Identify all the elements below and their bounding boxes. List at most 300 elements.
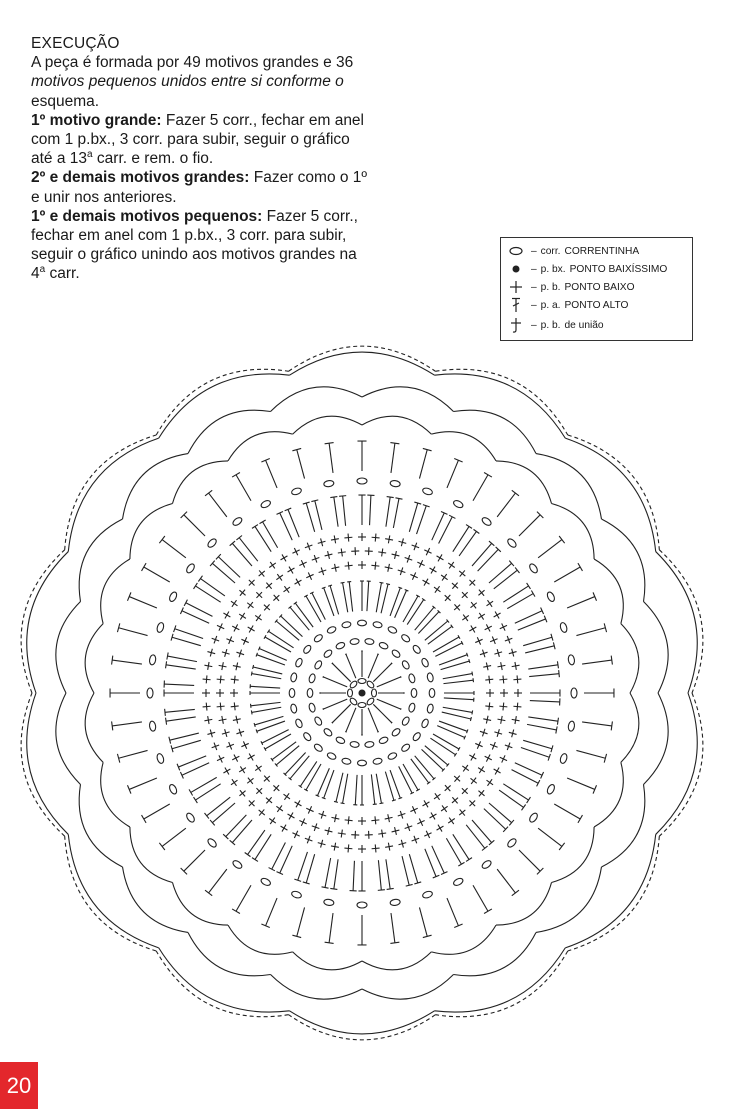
chain-stitch	[408, 673, 416, 683]
double-crochet-stitch	[381, 584, 388, 613]
single-crochet-bar	[288, 568, 295, 572]
double-crochet-top	[322, 798, 326, 799]
double-crochet-top	[472, 672, 473, 676]
double-crochet-top	[159, 536, 165, 543]
double-crochet-stitch	[395, 590, 407, 618]
double-crochet-stitch	[478, 549, 499, 571]
chain-stitch	[307, 689, 313, 698]
double-crochet-stitch	[343, 774, 348, 804]
double-crochet-top	[559, 536, 565, 543]
double-crochet-stitch	[367, 581, 369, 611]
chain-stitch	[481, 859, 493, 870]
chain-stitch	[335, 736, 346, 745]
chain-stitch	[206, 537, 217, 548]
single-crochet-bar	[434, 794, 440, 799]
step-1-line: 1º motivo grande: Fazer 5 corr., fechar em anel	[31, 111, 364, 129]
chain-arch	[172, 461, 228, 504]
chain-arch	[656, 693, 698, 834]
double-crochet-top	[189, 789, 193, 795]
chart-stitches	[21, 346, 703, 1040]
double-crochet-stitch	[554, 804, 580, 819]
double-crochet-stitch	[368, 654, 378, 678]
double-crochet-stitch	[409, 503, 417, 532]
single-crochet-bar	[288, 814, 295, 818]
double-crochet-stitch	[252, 674, 282, 679]
double-crochet-stitch	[236, 475, 251, 501]
chain-stitch	[365, 741, 375, 748]
double-crochet-stitch	[209, 493, 227, 517]
double-crochet-stitch	[212, 563, 235, 583]
double-crochet-stitch	[567, 597, 595, 608]
double-crochet-top	[256, 729, 257, 733]
double-crochet-stitch	[515, 611, 542, 623]
single-crochet-bar	[269, 818, 276, 823]
double-crochet-stitch	[393, 498, 399, 527]
double-crochet-top	[390, 443, 399, 444]
single-crochet-bar	[479, 613, 483, 620]
double-crochet-stitch	[200, 579, 224, 596]
chain-stitch	[358, 760, 367, 766]
step-label: 2º e demais motivos grandes:	[31, 169, 250, 187]
double-crochet-stitch	[529, 674, 559, 677]
double-crochet-top	[527, 583, 531, 589]
double-crochet-top	[251, 672, 252, 676]
section-heading: EXECUÇÃO	[31, 35, 120, 52]
double-crochet-stitch	[399, 766, 412, 793]
single-crochet-bar	[269, 563, 276, 568]
intro-line: motivos pequenos unidos entre si conforme o	[31, 73, 344, 91]
chain-stitch	[260, 877, 272, 887]
single-crochet-bar	[463, 615, 468, 621]
chain-stitch	[421, 657, 430, 668]
single-crochet-bar	[385, 846, 393, 847]
double-crochet-top	[512, 490, 519, 496]
double-crochet-top	[484, 909, 492, 914]
double-crochet-top	[204, 813, 208, 819]
chain-arch	[496, 461, 552, 504]
double-crochet-stitch	[386, 859, 390, 889]
single-crochet-bar	[487, 600, 492, 607]
intro-line: A peça é formada por 49 motivos grandes e 36	[31, 54, 354, 72]
double-crochet-top	[466, 858, 472, 862]
chain-arch	[56, 693, 81, 784]
chain-stitch	[291, 487, 302, 496]
single-crochet-bar	[276, 575, 283, 580]
double-crochet-stitch	[538, 540, 562, 558]
double-crochet-top	[401, 676, 402, 677]
chain-stitch	[323, 727, 333, 737]
double-crochet-top	[341, 582, 345, 583]
single-crochet-bar	[463, 765, 468, 771]
double-crochet-stitch	[409, 854, 417, 883]
chain-arch	[130, 503, 173, 559]
double-crochet-stitch	[175, 629, 203, 639]
double-crochet-top	[387, 888, 394, 889]
double-crochet-stitch	[207, 797, 231, 816]
chain-arch	[362, 387, 453, 412]
single-crochet-bar	[281, 826, 288, 830]
double-crochet-stitch	[166, 665, 196, 669]
chain-stitch	[546, 783, 556, 795]
double-crochet-stitch	[164, 684, 194, 685]
double-crochet-top	[142, 815, 147, 823]
double-crochet-top	[379, 803, 383, 804]
double-crochet-top	[464, 736, 466, 740]
chain-stitch	[506, 837, 517, 848]
single-crochet-bar	[234, 702, 235, 710]
double-crochet-stitch	[263, 522, 278, 548]
double-crochet-stitch	[297, 450, 305, 479]
double-crochet-stitch	[178, 756, 206, 767]
double-crochet-stitch	[386, 497, 390, 527]
single-crochet-bar	[434, 587, 440, 592]
crochet-doily-chart	[0, 335, 736, 1075]
double-crochet-top	[386, 584, 390, 585]
chain-stitch	[408, 703, 416, 713]
chain-stitch	[559, 622, 568, 633]
chain-stitch	[323, 480, 334, 487]
double-crochet-stitch	[442, 712, 471, 719]
double-crochet-top	[194, 797, 198, 803]
double-crochet-stitch	[325, 858, 331, 887]
single-crochet-bar	[471, 602, 476, 608]
chain-stitch	[350, 638, 360, 645]
chain-arch	[601, 519, 644, 602]
chain-arch	[552, 827, 595, 883]
single-crochet-bar	[503, 676, 504, 684]
single-crochet-bar	[208, 716, 209, 724]
chain-stitch	[232, 516, 244, 527]
chain-arch	[656, 552, 698, 693]
single-crochet-bar	[345, 565, 353, 566]
chain-oval-icon	[507, 243, 525, 259]
double-crochet-stitch	[332, 663, 350, 681]
double-crochet-stitch	[419, 907, 427, 936]
chain-stitch	[313, 633, 324, 643]
chain-arch	[601, 784, 644, 867]
chain-arch	[453, 410, 536, 453]
chain-stitch	[294, 657, 303, 668]
chain-stitch	[149, 721, 156, 732]
double-crochet-stitch	[144, 804, 170, 819]
step-label: 1º motivo grande:	[31, 111, 162, 129]
double-crochet-top	[339, 496, 346, 497]
chain-stitch	[412, 731, 422, 742]
double-crochet-top	[377, 732, 378, 733]
double-crochet-stitch	[332, 704, 350, 722]
chain-arch	[27, 552, 69, 693]
single-crochet-bar	[430, 568, 437, 572]
outer-scallop	[435, 369, 567, 435]
chain-stitch	[323, 899, 334, 906]
single-crochet-bar	[331, 846, 339, 847]
single-crochet-bar	[345, 820, 353, 821]
single-crochet-bar	[515, 716, 516, 724]
single-crochet-bar	[479, 766, 483, 773]
double-crochet-stitch	[472, 543, 492, 566]
double-crochet-top	[398, 798, 402, 799]
double-crochet-stitch	[170, 733, 199, 740]
double-crochet-stitch	[195, 784, 220, 800]
double-crochet-stitch	[346, 708, 356, 732]
double-crochet-stitch	[218, 557, 240, 578]
chain-arch	[101, 559, 130, 624]
double-crochet-top	[377, 654, 378, 655]
double-crochet-stitch	[582, 660, 612, 664]
intro-line: esquema.	[31, 92, 100, 110]
double-crochet-stitch	[435, 643, 462, 656]
double-crochet-stitch	[167, 656, 196, 662]
double-crochet-stitch	[447, 898, 458, 926]
double-crochet-top	[254, 723, 255, 727]
double-crochet-stitch	[484, 809, 506, 830]
double-crochet-stitch	[144, 567, 170, 582]
double-crochet-stitch	[576, 750, 605, 758]
single-crochet-bar	[225, 612, 229, 619]
double-crochet-top	[512, 890, 519, 896]
double-crochet-stitch	[265, 637, 291, 652]
double-crochet-stitch	[166, 717, 196, 721]
double-crochet-top	[578, 563, 583, 571]
double-crochet-top	[467, 653, 468, 657]
single-crochet-bar	[441, 806, 448, 811]
double-crochet-stitch	[528, 717, 558, 721]
double-crochet-stitch	[251, 702, 281, 705]
single-crochet-bar	[372, 848, 380, 849]
double-crochet-stitch	[269, 631, 294, 648]
single-crochet-bar	[232, 600, 237, 607]
legend-item-single-crochet: – p. b. PONTO BAIXO	[507, 279, 635, 295]
single-crochet-bar	[208, 662, 209, 670]
double-crochet-stitch	[317, 768, 329, 796]
double-crochet-top	[112, 656, 113, 665]
double-crochet-stitch	[346, 654, 356, 678]
single-crochet-bar	[448, 818, 455, 823]
double-crochet-stitch	[582, 722, 612, 726]
double-crochet-stitch	[447, 460, 458, 488]
double-crochet-stitch	[377, 699, 401, 709]
single-crochet-bar	[503, 703, 504, 711]
chain-stitch	[313, 716, 323, 727]
double-crochet-top	[245, 852, 251, 856]
legend-item-joining: – p. b. de união	[507, 317, 604, 333]
double-crochet-stitch	[518, 619, 546, 630]
chain-stitch	[260, 499, 272, 509]
chain-arch	[435, 948, 566, 1012]
single-crochet-bar	[276, 806, 283, 811]
double-crochet-stitch	[315, 501, 322, 530]
double-crochet-top	[515, 567, 519, 573]
double-crochet-stitch	[378, 860, 381, 890]
chain-stitch	[206, 837, 217, 848]
single-crochet-bar	[284, 794, 290, 799]
double-crochet-stitch	[257, 655, 285, 665]
single-crochet-bar	[281, 556, 288, 560]
double-crochet-stitch	[323, 677, 347, 687]
single-crochet-bar	[501, 716, 503, 724]
chain-arch	[644, 602, 669, 693]
double-crochet-stitch	[232, 543, 252, 566]
single-crochet-bar	[471, 754, 475, 761]
legend-item-double-crochet: – p. a. PONTO ALTO	[507, 297, 628, 313]
chain-stitch	[412, 644, 422, 655]
double-crochet-top	[557, 661, 558, 668]
chain-arch	[123, 454, 188, 519]
double-crochet-top	[559, 843, 565, 850]
chain-stitch	[358, 620, 367, 626]
single-crochet-bar	[344, 537, 352, 538]
double-crochet-stitch	[334, 497, 338, 527]
outer-scallop	[568, 435, 660, 550]
chain-arch	[101, 762, 130, 827]
chain-stitch	[323, 649, 333, 659]
chain-arch	[159, 374, 290, 438]
double-crochet-stitch	[528, 665, 558, 669]
double-crochet-top	[194, 583, 198, 589]
chain-stitch	[452, 877, 464, 887]
double-crochet-stitch	[255, 834, 271, 859]
step-1-line: com 1 p.bx., 3 corr. para subir, seguir o gráfico	[31, 131, 350, 149]
chain-stitch	[348, 689, 353, 697]
single-crochet-bar	[471, 626, 475, 633]
double-crochet-top	[325, 443, 334, 444]
chain-stitch	[168, 783, 178, 795]
single-crochet-bar	[240, 766, 244, 773]
single-crochet-bar	[234, 676, 235, 684]
chain-stitch	[506, 537, 517, 548]
chain-stitch	[357, 902, 367, 908]
double-crochet-stitch	[523, 740, 552, 748]
double-crochet-stitch	[453, 526, 469, 551]
page-number-badge: 20	[0, 1062, 38, 1109]
double-crochet-stitch	[503, 784, 528, 800]
single-crochet-bar	[448, 563, 455, 568]
single-crochet-bar	[371, 820, 379, 821]
double-crochet-stitch	[370, 495, 371, 525]
slip-stitch-dot-icon	[507, 261, 525, 277]
chain-arch	[27, 693, 69, 834]
double-crochet-top	[387, 497, 394, 498]
single-crochet-bar	[486, 624, 490, 631]
chain-stitch	[390, 899, 401, 906]
chain-arch	[362, 416, 431, 434]
double-crochet-stitch	[306, 503, 314, 532]
stitch-legend	[500, 237, 693, 341]
chain-stitch	[401, 660, 411, 671]
double-crochet-stitch	[459, 531, 476, 555]
double-crochet-stitch	[239, 538, 258, 562]
chain-arch	[130, 827, 173, 883]
chain-arch	[85, 624, 103, 693]
double-crochet-top	[166, 718, 167, 725]
chain-arch	[431, 925, 496, 954]
double-crochet-stitch	[523, 637, 552, 645]
single-crochet-bar	[495, 768, 499, 775]
single-crochet-bar	[206, 703, 207, 711]
double-crochet-top	[395, 498, 402, 499]
legend-item-slip-stitch: – p. bx. PONTO BAIXÍSSIMO	[507, 261, 667, 277]
chain-arch	[159, 948, 290, 1012]
single-crochet-bar	[234, 755, 238, 762]
double-crochet-top	[391, 663, 392, 664]
double-crochet-top	[159, 843, 165, 850]
double-crochet-top	[401, 708, 402, 709]
double-crochet-stitch	[262, 730, 289, 743]
double-crochet-stitch	[165, 709, 195, 712]
chain-stitch	[373, 758, 383, 765]
single-crochet-bar	[437, 556, 444, 560]
chain-stitch	[326, 752, 337, 761]
double-crochet-stitch	[425, 849, 436, 877]
double-crochet-stitch	[403, 596, 418, 622]
legend-item-chain: – corr. CORRENTINHA	[507, 243, 639, 259]
chain-stitch	[387, 752, 398, 761]
single-crochet-bar	[222, 716, 224, 724]
double-crochet-stitch	[329, 913, 333, 943]
outer-scallop	[289, 346, 436, 371]
double-crochet-top	[323, 708, 324, 709]
outer-scallop	[65, 836, 157, 951]
chain-stitch	[149, 654, 156, 665]
chain-stitch	[373, 621, 383, 628]
double-crochet-stitch	[444, 698, 474, 700]
chain-stitch	[185, 812, 196, 824]
double-crochet-top	[325, 942, 334, 943]
single-crochet-bar	[378, 833, 386, 834]
chain-stitch	[378, 736, 389, 745]
double-crochet-top	[474, 529, 480, 533]
single-crochet-bar	[248, 602, 253, 608]
double-crochet-stitch	[248, 830, 265, 854]
single-crochet-bar	[430, 814, 437, 818]
double-crochet-stitch	[391, 913, 395, 943]
double-crochet-stitch	[473, 885, 488, 911]
centre-ring	[359, 690, 365, 696]
double-crochet-top	[112, 721, 113, 730]
single-crochet-bar	[331, 539, 339, 540]
double-crochet-top	[322, 587, 326, 588]
chain-arch	[435, 374, 566, 438]
double-crochet-top	[531, 590, 535, 596]
double-crochet-stitch	[391, 443, 395, 473]
double-crochet-top	[258, 647, 260, 651]
chain-stitch	[156, 622, 165, 633]
single-crochet-bar	[441, 575, 448, 580]
double-crochet-top	[467, 729, 468, 733]
double-crochet-top	[323, 676, 324, 677]
double-crochet-top	[252, 858, 258, 862]
double-crochet-stitch	[439, 721, 467, 731]
step-2-line: 2º e demais motivos grandes: Fazer como o 1º	[31, 169, 368, 187]
double-crochet-top	[253, 665, 254, 669]
double-crochet-stitch	[349, 582, 352, 612]
double-crochet-stitch	[519, 515, 540, 536]
double-crochet-stitch	[212, 803, 235, 823]
double-crochet-stitch	[334, 859, 338, 889]
double-crochet-top	[557, 718, 558, 725]
chain-stitch	[391, 727, 401, 737]
double-crochet-top	[559, 670, 560, 677]
chain-stitch	[528, 563, 539, 575]
double-crochet-stitch	[336, 773, 343, 802]
double-crochet-stitch	[182, 763, 209, 775]
double-crochet-top	[334, 801, 338, 802]
single-crochet-bar	[344, 848, 352, 849]
chain-arch	[644, 693, 669, 784]
double-crochet-top	[142, 563, 147, 571]
double-crochet-top	[256, 653, 257, 657]
single-crochet-bar	[206, 675, 207, 683]
